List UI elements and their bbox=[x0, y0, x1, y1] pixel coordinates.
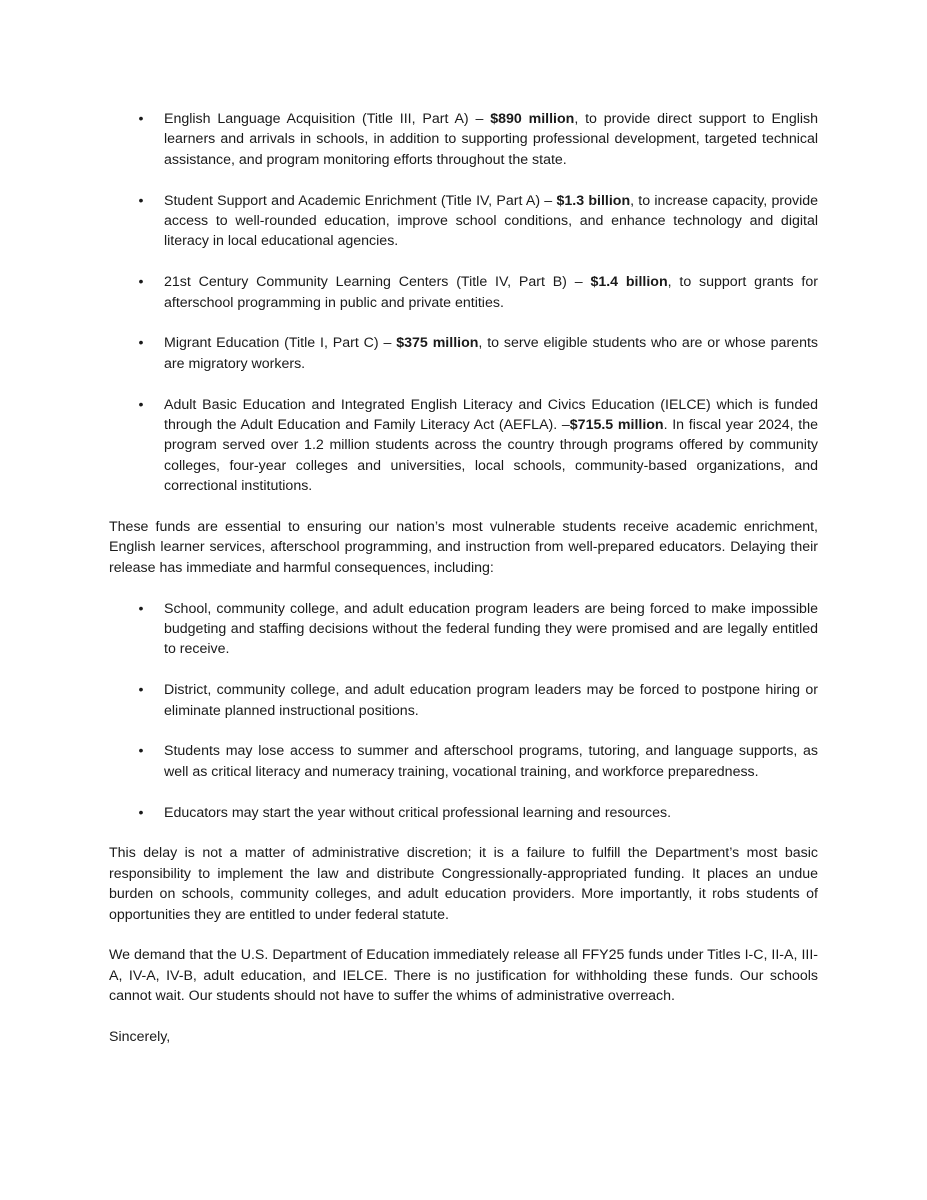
funding-item-lead: Migrant Education (Title I, Part C) – bbox=[164, 335, 397, 352]
spacer bbox=[109, 925, 818, 945]
funding-item-tail: . In fiscal year 2024, the program served over 1.2 million students across the country through programs offered by community colleges, four-year colleges and universities, local schools, community-based organizations, and correctional institutions. bbox=[164, 417, 818, 495]
bullet-icon: • bbox=[138, 743, 144, 760]
funding-list bbox=[109, 109, 818, 497]
bullet-icon: • bbox=[138, 804, 144, 821]
spacer bbox=[109, 721, 818, 741]
consequence-text: District, community college, and adult education program leaders may be forced to postpone hiring or eliminate planned instructional positions. bbox=[164, 682, 818, 719]
bullet-icon: • bbox=[138, 682, 144, 699]
funding-item-lead: Adult Basic Education and Integrated English Literacy and Civics Education (IELCE) which is funded through the Adult Education and Family Literacy Act (AEFLA). – bbox=[164, 396, 818, 434]
funding-item-lead: 21st Century Community Learning Centers (Title IV, Part B) – bbox=[164, 274, 591, 291]
consequences-list bbox=[109, 599, 818, 823]
spacer bbox=[109, 313, 818, 333]
spacer bbox=[109, 660, 818, 680]
funding-item-adult-ed bbox=[109, 395, 818, 497]
consequence-item bbox=[109, 741, 818, 782]
spacer bbox=[109, 1007, 818, 1027]
spacer bbox=[109, 374, 818, 394]
spacer bbox=[109, 252, 818, 272]
funding-item-ssae bbox=[109, 191, 818, 252]
funding-item-amount: $375 million bbox=[396, 335, 479, 352]
funding-item-ela bbox=[109, 109, 818, 170]
consequence-item bbox=[109, 680, 818, 721]
funding-item-tail: , to serve eligible students who are or whose parents are migratory workers. bbox=[164, 335, 818, 372]
consequence-text: Educators may start the year without critical professional learning and resources. bbox=[164, 804, 672, 821]
funding-item-tail: , to support grants for afterschool programming in public and private entities. bbox=[164, 274, 818, 311]
funding-item-tail: , to increase capacity, provide access to well-rounded education, improve school conditions, and enhance technology and digital literacy in local educational agencies. bbox=[164, 192, 819, 250]
funding-item-lead: English Language Acquisition (Title III, Part A) – bbox=[164, 111, 491, 127]
spacer bbox=[109, 823, 818, 843]
bullet-icon: • bbox=[138, 335, 144, 352]
funding-item-amount: $890 million bbox=[490, 111, 575, 127]
funding-item-tail: , to provide direct support to English learners and arrivals in schools, in addition to supporting professional development, targeted technical assistance, and program monitoring efforts throughout the state. bbox=[164, 111, 818, 168]
bullet-icon: • bbox=[138, 600, 144, 617]
bullet-icon: • bbox=[138, 396, 144, 413]
consequence-text: Students may lose access to summer and afterschool programs, tutoring, and language supports, as well as critical literacy and numeracy training, vocational training, and workforce preparedness. bbox=[164, 743, 818, 780]
consequence-text: School, community college, and adult education program leaders are being forced to make impossible budgeting and staffing decisions without the federal funding they were promised and are legally entitled to receive. bbox=[164, 600, 818, 658]
bullet-icon: • bbox=[138, 192, 144, 209]
spacer bbox=[109, 497, 818, 517]
demand-paragraph: We demand that the U.S. Department of Education immediately release all FFY25 funds under Titles I-C, II-A, III-A, IV-A, IV-B, adult education, and IELCE. There is no justification for withholding these funds. Our schools cannot wait. Our students should not have to suffer the whims of administrative overreach. bbox=[109, 947, 818, 1005]
funding-item-cclc bbox=[109, 272, 818, 313]
funding-item-lead: Student Support and Academic Enrichment (Title IV, Part A) – bbox=[164, 192, 557, 209]
spacer bbox=[109, 170, 818, 190]
spacer bbox=[109, 578, 818, 598]
funding-item-amount: $1.3 billion bbox=[556, 192, 631, 209]
bullet-icon: • bbox=[138, 274, 144, 291]
funding-item-amount: $1.4 billion bbox=[590, 274, 668, 291]
consequence-item bbox=[109, 803, 818, 823]
delay-paragraph: This delay is not a matter of administrative discretion; it is a failure to fulfill the Department’s most basic responsibility to implement the law and distribute Congressionally-appropriated funding. It places an undue burden on schools, community colleges, and adult education providers. More importantly, it robs students of opportunities they are entitled to under federal statute. bbox=[109, 845, 818, 923]
closing-salutation: Sincerely, bbox=[109, 1029, 171, 1046]
intro-paragraph: These funds are essential to ensuring our nation’s most vulnerable students receive academic enrichment, English learner services, afterschool programming, and instruction from well-prepared educators. Delaying their release has immediate and harmful consequences, including: bbox=[109, 519, 818, 576]
spacer bbox=[109, 782, 818, 802]
funding-item-amount: $715.5 million bbox=[569, 417, 664, 434]
bullet-icon: • bbox=[138, 111, 144, 127]
consequence-item bbox=[109, 599, 818, 660]
letter-page bbox=[109, 109, 818, 1048]
funding-item-migrant bbox=[109, 333, 818, 374]
